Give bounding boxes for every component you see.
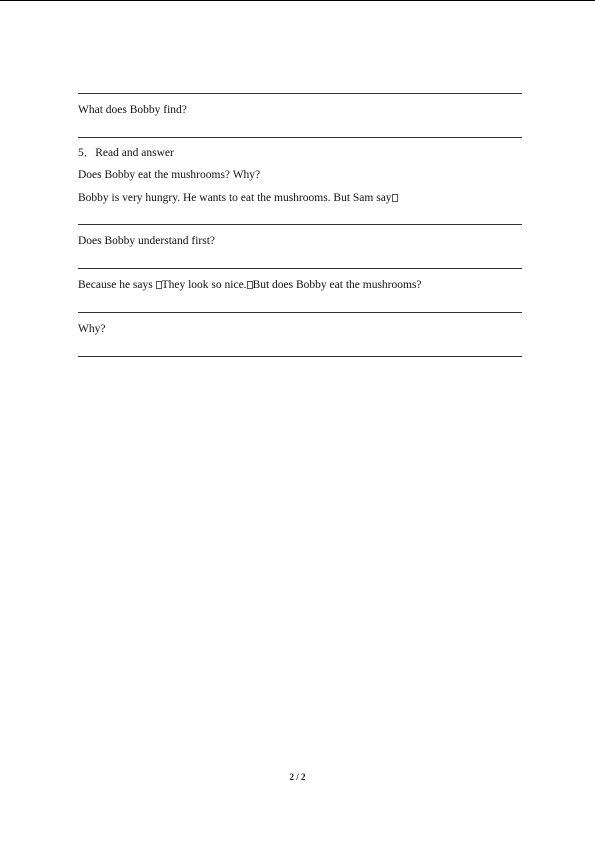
- passage-text: Bobby is very hungry. He wants to eat the mushrooms. But Sam say: [78, 192, 392, 204]
- answer-line[interactable]: [78, 268, 522, 269]
- question-why: Why?: [78, 323, 106, 335]
- question-understand-first: Does Bobby understand first?: [78, 235, 216, 247]
- question-does-bobby-eat: Does Bobby eat the mushrooms? Why?: [78, 169, 261, 181]
- passage-line-2: [78, 278, 422, 292]
- answer-line[interactable]: [78, 312, 522, 313]
- passage-line-1: [78, 191, 398, 205]
- quoted-text: They look so nice.: [161, 279, 247, 291]
- answer-line[interactable]: [78, 93, 522, 94]
- page-number: 2 / 2: [289, 772, 306, 782]
- answer-line[interactable]: [78, 137, 522, 138]
- answer-line[interactable]: [78, 224, 522, 225]
- passage-text: But does Bobby eat the mushrooms?: [252, 279, 422, 291]
- section-5-heading: 5．Read and answer: [78, 147, 174, 159]
- passage-text: Because he says: [78, 279, 156, 291]
- question-what-bobby-finds: What does Bobby find?: [78, 104, 187, 116]
- answer-line[interactable]: [78, 356, 522, 357]
- page-top-border: [0, 0, 595, 1]
- missing-glyph-icon: [392, 194, 398, 202]
